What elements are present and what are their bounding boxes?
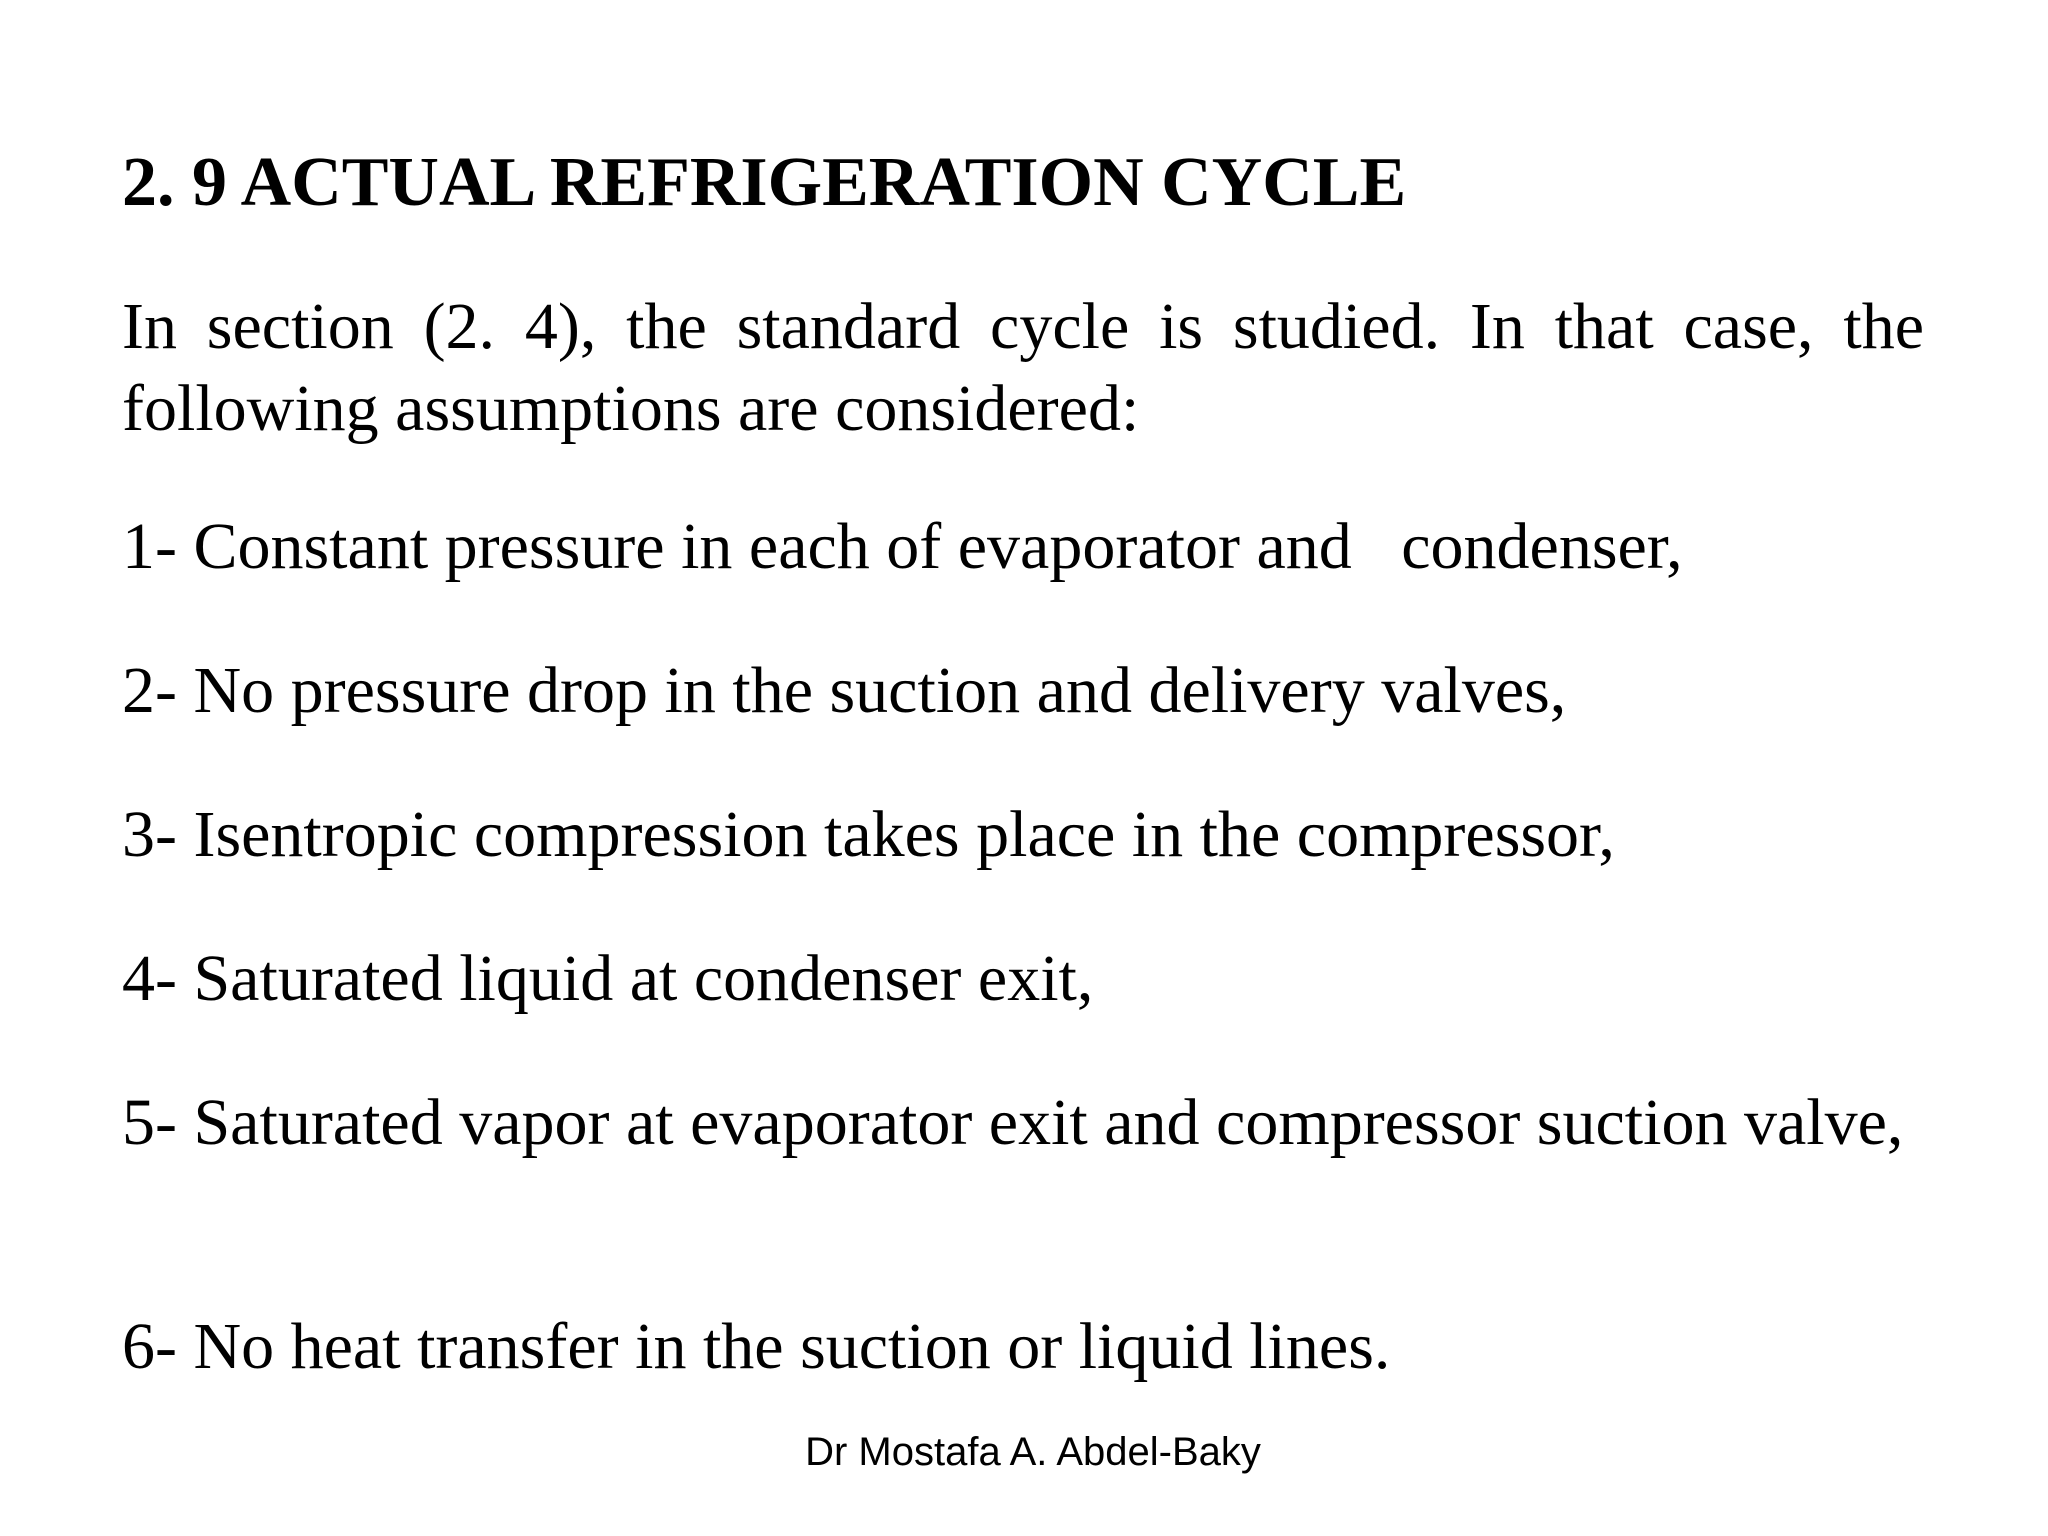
intro-paragraph: In section (2. 4), the standard cycle is studied. In that case, the following assumptions are considered: [122, 290, 1924, 445]
slide-content [122, 140, 1924, 1383]
slide-title: 2. 9 ACTUAL REFRIGERATION CYCLE [122, 144, 1407, 221]
assumption-3: 3- Isentropic compression takes place in the compressor, [122, 798, 1615, 871]
assumption-6: 6- No heat transfer in the suction or liquid lines. [122, 1310, 1391, 1383]
footer-author [0, 1428, 2048, 1476]
assumption-5: 5- Saturated vapor at evaporator exit and compressor suction valve, [122, 1086, 1904, 1159]
assumption-4: 4- Saturated liquid at condenser exit, [122, 942, 1094, 1015]
assumption-1: 1- Constant pressure in each of evaporator and condenser, [122, 510, 1683, 583]
footer-author-text: Dr Mostafa A. Abdel-Baky [805, 1430, 1261, 1474]
assumption-2: 2- No pressure drop in the suction and delivery valves, [122, 654, 1567, 727]
